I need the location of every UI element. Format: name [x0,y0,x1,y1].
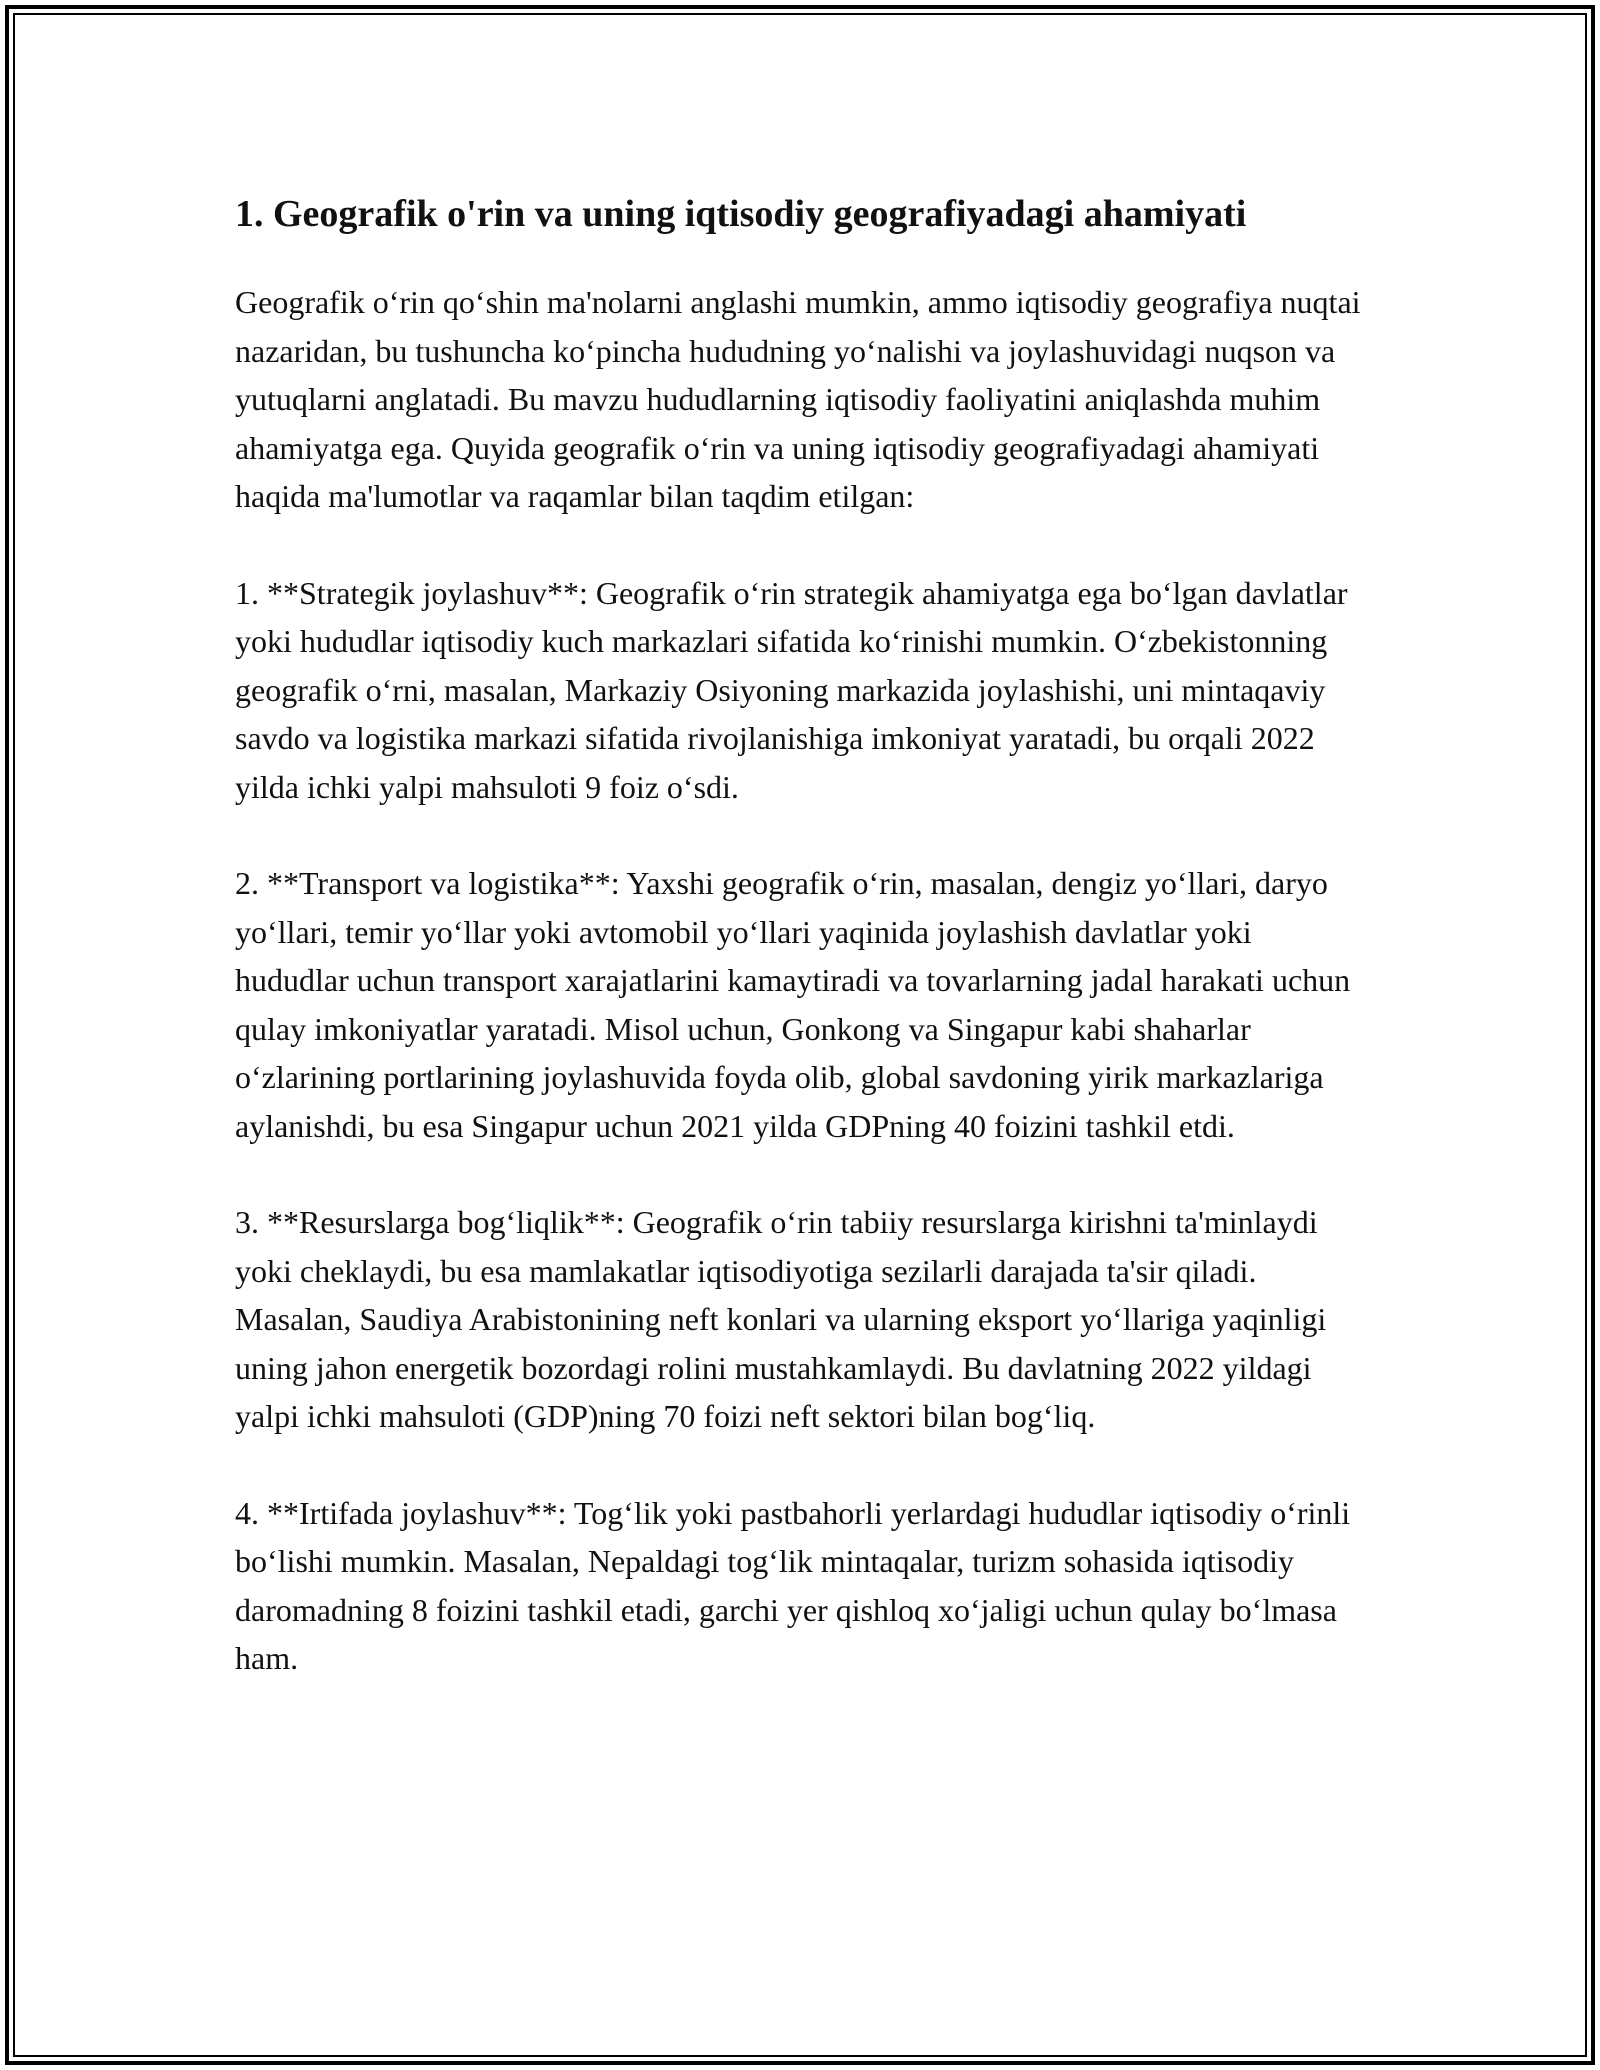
document-body [235,186,1365,1731]
paragraph-strategic-location: 1. **Strategik joylashuv**: Geografik o‘rin strategik ahamiyatga ega bo‘lgan davlatlar yoki hududlar iqtisodiy kuch markazlari sifatida ko‘rinishi mumkin. O‘zbekistonning geografik o‘rni, masalan, Markaziy Osiyoning markazida joylashishi, uni mintaqaviy savdo va logistika markazi sifatida rivojlanishiga imkoniyat yaratadi, bu orqali 2022 yilda ichki yalpi mahsuloti 9 foiz o‘sdi. [235,574,1348,805]
paragraph-altitude-location: 4. **Irtifada joylashuv**: Tog‘lik yoki pastbahorli yerlardagi hududlar iqtisodiy o‘rinli bo‘lishi mumkin. Masalan, Nepaldagi tog‘lik mintaqalar, turizm sohasida iqtisodiy daromadning 8 foizini tashkil etadi, garchi yer qishloq xo‘jaligi uchun qulay bo‘lmasa ham. [235,1494,1351,1676]
document-title: 1. Geografik o'rin va uning iqtisodiy geografiyadagi ahamiyati [235,193,1247,235]
intro-paragraph: Geografik o‘rin qo‘shin ma'nolarni anglashi mumkin, ammo iqtisodiy geografiya nuqtai nazaridan, bu tushuncha ko‘pincha hududning yo‘nalishi va joylashuvidagi nuqson va yutuqlarni anglatadi. Bu mavzu hududlarning iqtisodiy faoliyatini aniqlashda muhim ahamiyatga ega. Quyida geografik o‘rin va uning iqtisodiy geografiyadagi ahamiyati haqida ma'lumotlar va raqamlar bilan taqdim etilgan: [235,284,1361,514]
paragraph-transport-logistics: 2. **Transport va logistika**: Yaxshi geografik o‘rin, masalan, dengiz yo‘llari, daryo yo‘llari, temir yo‘llar yoki avtomobil yo‘llari yaqinida joylashish davlatlar yoki hududlar uchun transport xarajatlarini kamaytiradi va tovarlarning jadal harakati uchun qulay imkoniyatlar yaratadi. Misol uchun, Gonkong va Singapur kabi shaharlar o‘zlarining portlarining joylashuvida foyda olib, global savdoning yirik markazlariga aylanishdi, bu esa Singapur uchun 2021 yilda GDPning 40 foizini tashkil etdi. [235,865,1351,1144]
paragraph-resource-dependence: 3. **Resurslarga bog‘liqlik**: Geografik o‘rin tabiiy resurslarga kirishni ta'minlaydi yoki cheklaydi, bu esa mamlakatlar iqtisodiyotiga sezilarli darajada ta'sir qiladi. Masalan, Saudiya Arabistonining neft konlari va ularning eksport yo‘llariga yaqinligi uning jahon energetik bozordagi rolini mustahkamlaydi. Bu davlatning 2022 yildagi yalpi ichki mahsuloti (GDP)ning 70 foizi neft sektori bilan bog‘liq. [235,1204,1327,1434]
